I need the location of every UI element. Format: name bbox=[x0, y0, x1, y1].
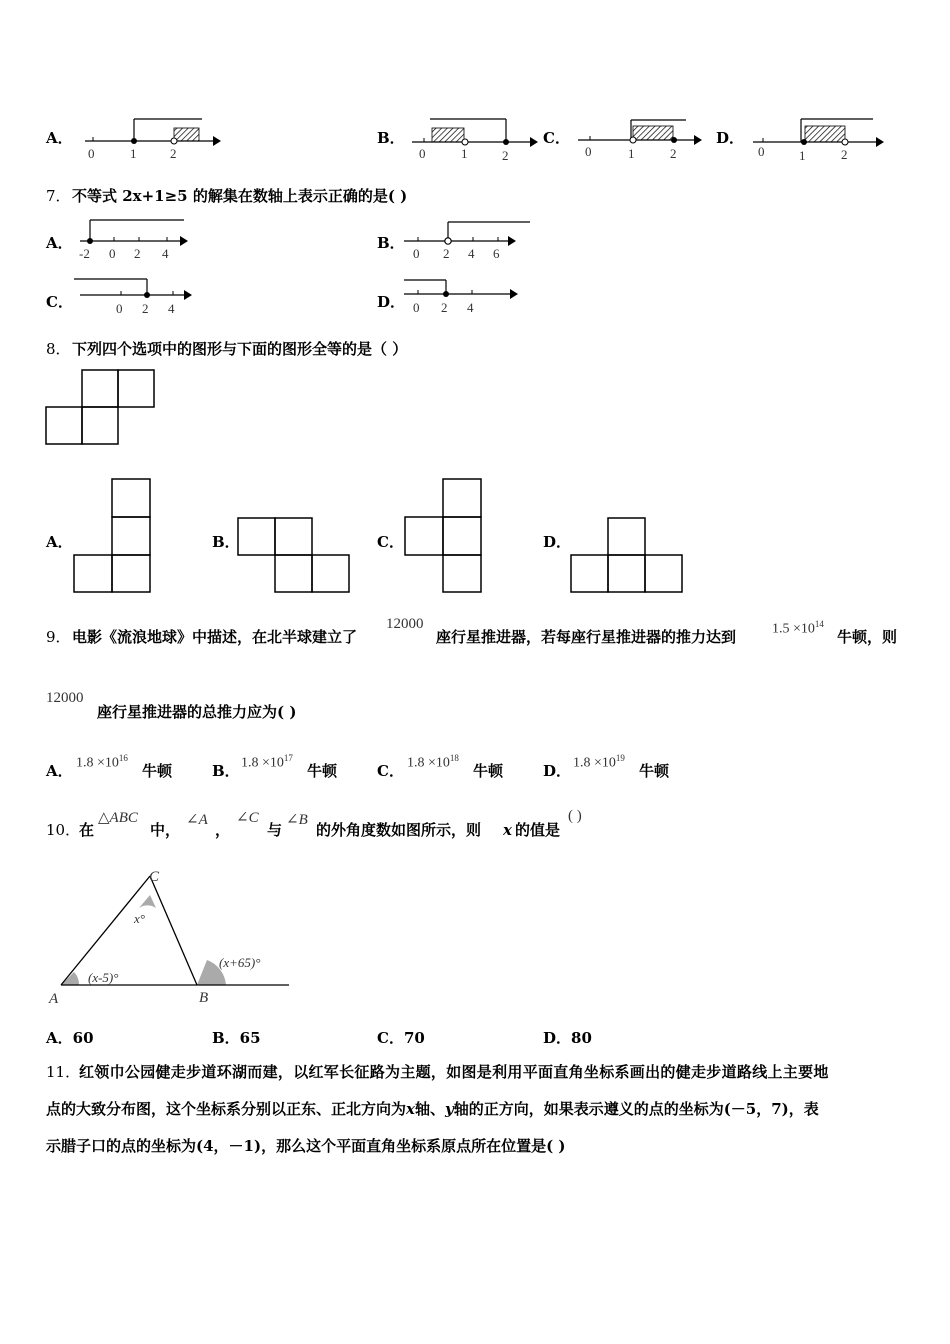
q10-option-b[interactable]: B．65 bbox=[212, 1029, 261, 1047]
q7-option-c-numberline bbox=[74, 277, 199, 319]
q10-w2: 中， bbox=[150, 821, 181, 839]
q10-fig-x-label: x° bbox=[134, 911, 145, 926]
q6-a-tick-0: 0 bbox=[88, 146, 95, 161]
q9-option-b-label[interactable]: B． bbox=[212, 762, 240, 780]
q9-number: 9． bbox=[46, 628, 71, 646]
q9-part1: 电影《流浪地球》中描述，在北半球建立了 bbox=[72, 628, 358, 646]
q6-b-tick-0: 0 bbox=[419, 146, 426, 161]
q10-fig-b-label: (x+65)° bbox=[219, 955, 261, 970]
q8-option-b-shape bbox=[236, 515, 352, 595]
q8-reference-shape bbox=[44, 368, 159, 448]
q7-c-tick-2: 4 bbox=[168, 301, 175, 316]
q9-option-a-value: $1.8 \times 10^{16}$ bbox=[76, 753, 128, 771]
q10-fig-vertex-a: A bbox=[49, 991, 59, 1007]
q6-c-tick-2: 2 bbox=[670, 146, 677, 161]
q9-option-c-value: $1.8 \times 10^{18}$ bbox=[407, 753, 459, 771]
q7-option-d-label[interactable]: D． bbox=[377, 293, 406, 311]
q11-line1: 红领巾公园健走步道环湖而建，以红军长征路为主题，如图是利用平面直角坐标系画出的健走步道路线上主要地 bbox=[79, 1063, 829, 1081]
q6-b-tick-1: 1 bbox=[461, 146, 468, 161]
q7-a-tick-1: 0 bbox=[109, 246, 116, 261]
q6-option-d-label[interactable]: D． bbox=[716, 129, 745, 147]
q6-c-tick-0: 0 bbox=[585, 144, 592, 159]
q8-number: 8． bbox=[46, 340, 71, 358]
q6-option-c-label[interactable]: C． bbox=[543, 129, 570, 147]
q8-option-d-label[interactable]: D． bbox=[543, 533, 572, 551]
q9-option-b-unit: 牛顿 bbox=[307, 762, 338, 780]
q8-stem: 下列四个选项中的图形与下面的图形全等的是（ ） bbox=[72, 340, 408, 358]
q7-option-a-numberline bbox=[76, 215, 191, 263]
q6-option-d-numberline bbox=[753, 112, 888, 163]
q10-fig-a-label: (x-5)° bbox=[88, 970, 119, 985]
q6-option-b-label[interactable]: B． bbox=[377, 129, 405, 147]
q6-option-a-numberline bbox=[85, 112, 220, 160]
q9-thrust: $1.5 \times 10^{14}$ bbox=[772, 619, 824, 637]
q8-option-c-label[interactable]: C． bbox=[377, 533, 404, 551]
q11-line3: 示腊子口的点的坐标为(4，－1)，那么这个平面直角坐标系原点所在位置是( ) bbox=[46, 1137, 566, 1155]
q7-d-tick-2: 4 bbox=[467, 300, 474, 315]
q9-option-b-value: $1.8 \times 10^{17}$ bbox=[241, 753, 293, 771]
q7-c-tick-1: 2 bbox=[142, 301, 149, 316]
q10-paren: ( ) bbox=[568, 808, 582, 824]
q6-option-c-numberline bbox=[578, 112, 708, 160]
q10-w1: 在 bbox=[79, 821, 95, 839]
q8-option-b-label[interactable]: B． bbox=[212, 533, 240, 551]
q9-part2: 座行星推进器，若每座行星推进器的推力达到 bbox=[436, 628, 737, 646]
q6-d-tick-2: 2 bbox=[841, 147, 848, 162]
q9-part4: 座行星推进器的总推力应为( ) bbox=[97, 703, 297, 721]
q7-c-tick-0: 0 bbox=[116, 301, 123, 316]
q10-angle-a: ∠A bbox=[186, 812, 208, 828]
q6-b-tick-2: 2 bbox=[502, 148, 509, 163]
q6-d-tick-1: 1 bbox=[799, 148, 806, 163]
q7-a-tick-2: 2 bbox=[134, 246, 141, 261]
q7-option-a-label[interactable]: A． bbox=[46, 234, 73, 252]
q7-number: 7． bbox=[46, 187, 71, 205]
q7-option-b-label[interactable]: B． bbox=[377, 234, 405, 252]
q6-a-tick-1: 1 bbox=[130, 146, 137, 161]
q10-comma: ， bbox=[215, 821, 231, 839]
q9-part3: 牛顿，则 bbox=[837, 628, 898, 646]
q10-number: 10． bbox=[46, 821, 81, 839]
q6-d-tick-0: 0 bbox=[758, 144, 765, 159]
q8-option-a-shape bbox=[72, 476, 154, 594]
q10-angle-c: ∠C bbox=[236, 810, 259, 826]
q9-n1: 12000 bbox=[386, 616, 424, 632]
q6-c-tick-1: 1 bbox=[628, 146, 635, 161]
q8-option-d-shape bbox=[569, 515, 685, 595]
q6-option-a-label[interactable]: A． bbox=[46, 129, 73, 147]
q6-option-b-numberline bbox=[412, 112, 542, 163]
q9-option-d-unit: 牛顿 bbox=[639, 762, 670, 780]
q7-a-tick-0: -2 bbox=[79, 246, 90, 261]
q7-stem: 不等式 2x+1≥5 的解集在数轴上表示正确的是( ) bbox=[72, 187, 408, 205]
q10-fig-vertex-c: C bbox=[149, 869, 160, 885]
q7-option-c-label[interactable]: C． bbox=[46, 293, 73, 311]
q6-a-tick-2: 2 bbox=[170, 146, 177, 161]
q8-option-a-label[interactable]: A． bbox=[46, 533, 73, 551]
q9-option-c-unit: 牛顿 bbox=[473, 762, 504, 780]
q7-option-b-numberline bbox=[404, 218, 534, 266]
q10-option-c[interactable]: C．70 bbox=[377, 1029, 425, 1047]
q9-option-d-value: $1.8 \times 10^{19}$ bbox=[573, 753, 625, 771]
q9-option-a-unit: 牛顿 bbox=[142, 762, 173, 780]
q9-option-a-label[interactable]: A． bbox=[46, 762, 73, 780]
q11-number: 11． bbox=[46, 1063, 81, 1081]
q7-a-tick-3: 4 bbox=[162, 246, 169, 261]
q7-d-tick-0: 0 bbox=[413, 300, 420, 315]
q8-option-c-shape bbox=[403, 476, 485, 594]
q7-b-tick-2: 4 bbox=[468, 246, 475, 261]
q10-option-d[interactable]: D．80 bbox=[543, 1029, 592, 1047]
q10-w3: 与 bbox=[267, 821, 283, 839]
q7-d-tick-1: 2 bbox=[441, 300, 448, 315]
q7-b-tick-0: 0 bbox=[413, 246, 420, 261]
q7-b-tick-3: 6 bbox=[493, 246, 500, 261]
q10-w5: 的值是 bbox=[515, 821, 561, 839]
q10-triangle-figure bbox=[44, 862, 294, 1007]
q7-b-tick-1: 2 bbox=[443, 246, 450, 261]
q9-option-c-label[interactable]: C． bbox=[377, 762, 404, 780]
q10-option-a[interactable]: A．60 bbox=[46, 1029, 94, 1047]
q9-option-d-label[interactable]: D． bbox=[543, 762, 572, 780]
q10-w4: 的外角度数如图所示，则 bbox=[316, 821, 482, 839]
q10-triangle: △ABC bbox=[98, 810, 138, 826]
q9-n2: 12000 bbox=[46, 690, 84, 706]
q10-fig-vertex-b: B bbox=[199, 990, 209, 1006]
q11-line2: 点的大致分布图，这个坐标系分别以正东、正北方向为x轴、y轴的正方向，如果表示遵义的点的坐标为(－5，7)，表 bbox=[46, 1100, 819, 1118]
q10-angle-b: ∠B bbox=[286, 812, 308, 828]
q10-x: x bbox=[503, 821, 512, 839]
q7-option-d-numberline bbox=[404, 278, 534, 320]
